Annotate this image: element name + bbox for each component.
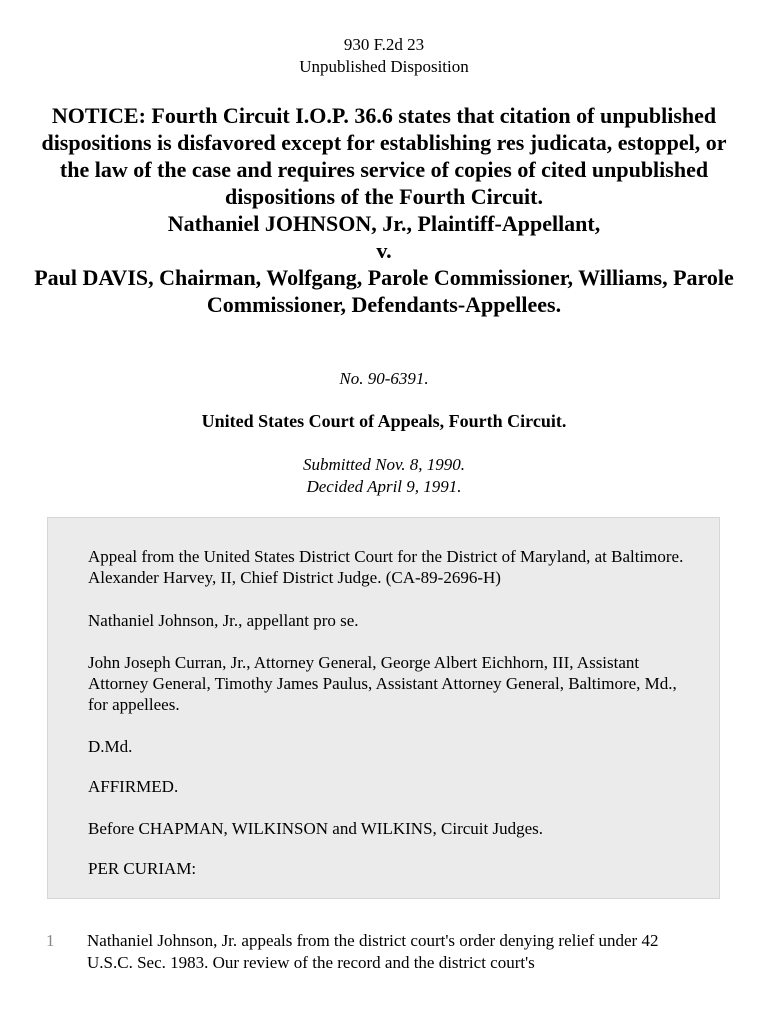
per-curiam-label: PER CURIAM: [88,859,197,878]
appellant-info: Nathaniel Johnson, Jr., appellant pro se. [88,611,359,630]
plaintiff-name: Nathaniel JOHNSON, Jr., Plaintiff-Appellant, [167,211,601,236]
case-title [30,102,738,318]
submitted-date: Submitted Nov. 8, 1990. [302,455,466,474]
paragraph-text: Nathaniel Johnson, Jr. appeals from the district court's order denying relief under 42 U.S.C. Sec. 1983. Our review of the record and the district court's [87,931,659,972]
decided-date: Decided April 9, 1991. [306,477,462,496]
case-summary-box [47,517,720,899]
case-number: No. 90-6391. [339,369,429,388]
result-label: AFFIRMED. [88,777,179,796]
defendants-names: Paul DAVIS, Chairman, Wolfgang, Parole Commissioner, Williams, Parole Commissioner, Defendants-Appellees. [34,265,734,317]
versus-label: v. [376,238,392,263]
counsel-info: John Joseph Curran, Jr., Attorney General, George Albert Eichhorn, III, Assistant Attorney General, Timothy James Paulus, Assistant Attorney General, Baltimore, Md., for appellees. [88,653,677,714]
paragraph-number: 1 [46,931,55,950]
judges-panel: Before CHAPMAN, WILKINSON and WILKINS, Circuit Judges. [88,819,544,838]
disposition-label: Unpublished Disposition [299,57,469,76]
court-name: United States Court of Appeals, Fourth Circuit. [201,411,567,431]
district-label: D.Md. [88,737,133,756]
notice-text: NOTICE: Fourth Circuit I.O.P. 36.6 states that citation of unpublished dispositions is disfavored except for establishing res judicata, estoppel, or the law of the case and requires service of copies of cited unpublished dispositions of the Fourth Circuit. [41,103,727,209]
case-citation: 930 F.2d 23 [343,35,425,54]
appeal-info: Appeal from the United States District Court for the District of Maryland, at Baltimore. Alexander Harvey, II, Chief District Judge. (CA-89-2696-H) [88,547,684,587]
